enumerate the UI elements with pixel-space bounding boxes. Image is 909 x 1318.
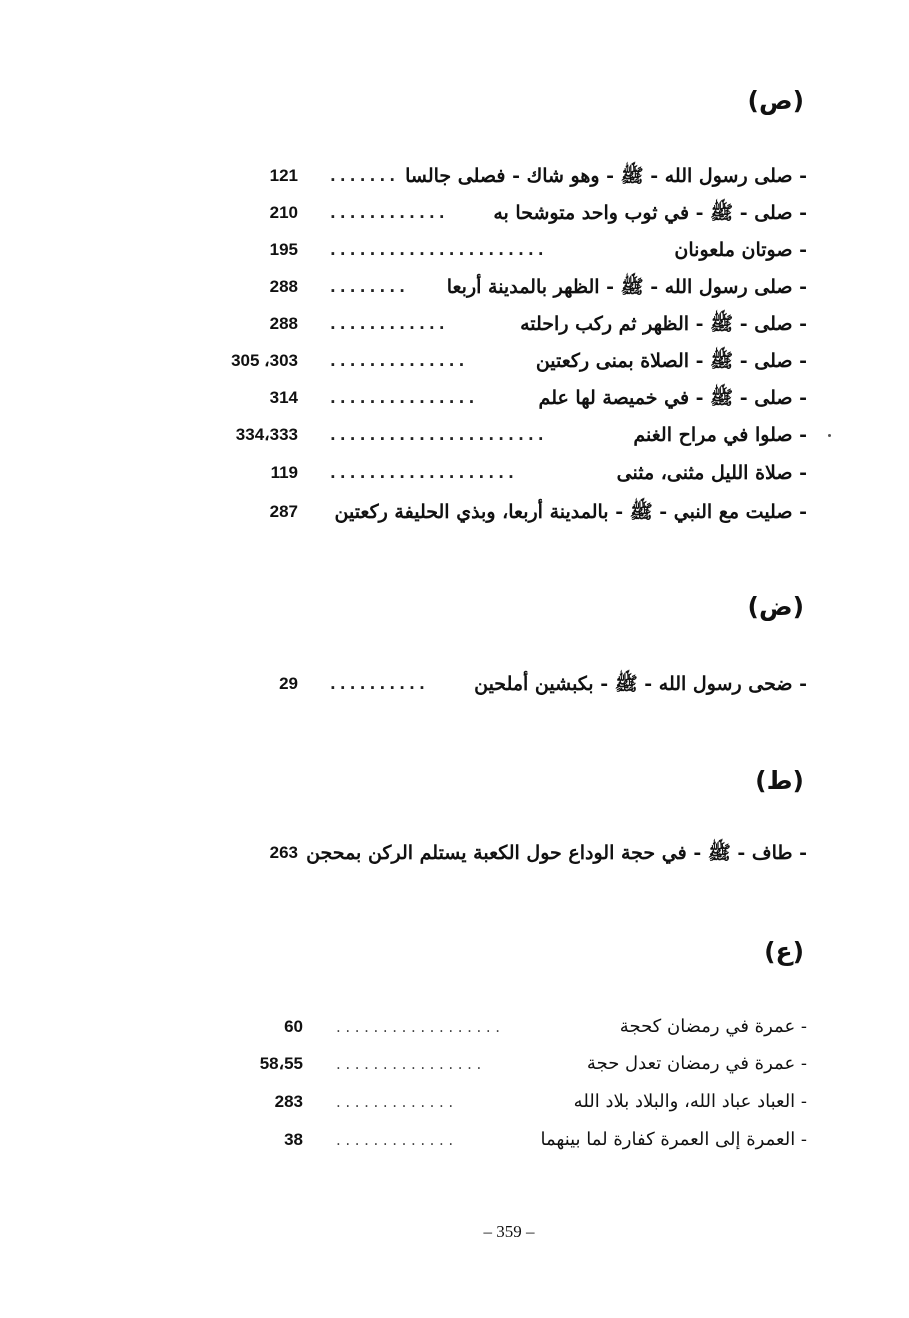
section-heading-dad: (ض) <box>747 592 804 621</box>
page-number: 121 <box>269 166 298 185</box>
entry-text: - صليت مع النبي - ﷺ - بالمدينة أربعا، وبذي الحليفة ركعتين <box>334 501 807 523</box>
index-entry <box>0 1014 909 1040</box>
index-entry <box>0 840 909 866</box>
index-entry <box>0 460 909 486</box>
entry-text: - صوتان ملعونان <box>674 239 807 261</box>
leader-dots: ............ <box>330 204 449 222</box>
entry-text: - صلى - ﷺ - الظهر ثم ركب راحلته <box>520 313 807 335</box>
entry-text: - صلى رسول الله - ﷺ - الظهر بالمدينة أربعا <box>446 276 807 298</box>
entry-text: - عمرة في رمضان تعدل حجة <box>586 1053 807 1074</box>
page-number: 263 <box>269 843 298 862</box>
entry-text: - العمرة إلى العمرة كفارة لما بينهما <box>540 1129 807 1150</box>
index-entry <box>0 348 909 374</box>
section-heading-sad: (ص) <box>747 86 804 115</box>
section-heading-ta: (ط) <box>755 766 804 795</box>
index-entry <box>0 1089 909 1115</box>
page-number: 287 <box>269 502 298 521</box>
entry-text: - عمرة في رمضان كحجة <box>619 1016 807 1037</box>
entry-text: - صلى - ﷺ - في ثوب واحد متوشحا به <box>493 202 807 224</box>
entry-text: - صلوا في مراح الغنم <box>633 424 807 446</box>
index-entry <box>0 422 909 448</box>
leader-dots: .......... <box>330 675 429 693</box>
leader-dots: .................. <box>336 1018 505 1036</box>
entry-text: - ضحى رسول الله - ﷺ - بكبشين أملحين <box>474 673 807 695</box>
leader-dots: ....... <box>330 167 400 185</box>
scan-speck <box>828 434 831 437</box>
page-number: 210 <box>269 203 298 222</box>
entry-text: - صلى رسول الله - ﷺ - وهو شاك - فصلى جالسا <box>405 165 807 187</box>
leader-dots: ................... <box>330 464 519 482</box>
leader-dots: ............ <box>330 315 449 333</box>
index-entry <box>0 671 909 697</box>
page-number: 119 <box>270 463 298 482</box>
page-number: 314 <box>269 388 298 407</box>
leader-dots: ............. <box>336 1093 458 1111</box>
leader-dots: ................ <box>336 1055 486 1073</box>
index-entry <box>0 311 909 337</box>
leader-dots: ...................... <box>330 426 548 444</box>
leader-dots: ............. <box>336 1131 458 1149</box>
section-heading-ain: (ع) <box>764 937 804 966</box>
page-number: 283 <box>274 1092 303 1111</box>
page-number: 288 <box>269 314 298 333</box>
entry-text: - صلى - ﷺ - الصلاة بمنى ركعتين <box>535 350 807 372</box>
leader-dots: ............... <box>330 389 479 407</box>
index-entry <box>0 385 909 411</box>
leader-dots: ........ <box>330 278 410 296</box>
index-entry <box>0 274 909 300</box>
page-number: 29 <box>279 674 298 693</box>
page-number: 334،333 <box>235 425 298 444</box>
page-number: 38 <box>284 1130 303 1149</box>
page-number: 305 ،303 <box>231 351 298 370</box>
index-entry <box>0 1051 909 1077</box>
page-number: 195 <box>269 240 298 259</box>
leader-dots: ...................... <box>330 241 548 259</box>
entry-text: - طاف - ﷺ - في حجة الوداع حول الكعبة يستلم الركن بمحجن <box>306 842 807 864</box>
leader-dots: .............. <box>330 352 469 370</box>
index-entry <box>0 237 909 263</box>
page-number: 60 <box>284 1017 303 1036</box>
entry-text: - صلى - ﷺ - في خميصة لها علم <box>538 387 807 409</box>
page-number: 288 <box>269 277 298 296</box>
index-entry <box>0 1127 909 1153</box>
index-entry <box>0 200 909 226</box>
index-entry <box>0 499 909 525</box>
page-footer-number: – 359 – <box>483 1222 535 1241</box>
entry-text: - صلاة الليل مثنى، مثنى <box>616 462 807 484</box>
index-entry <box>0 163 909 189</box>
page-number: 58،55 <box>259 1054 303 1073</box>
entry-text: - العباد عباد الله، والبلاد بلاد الله <box>573 1091 807 1112</box>
